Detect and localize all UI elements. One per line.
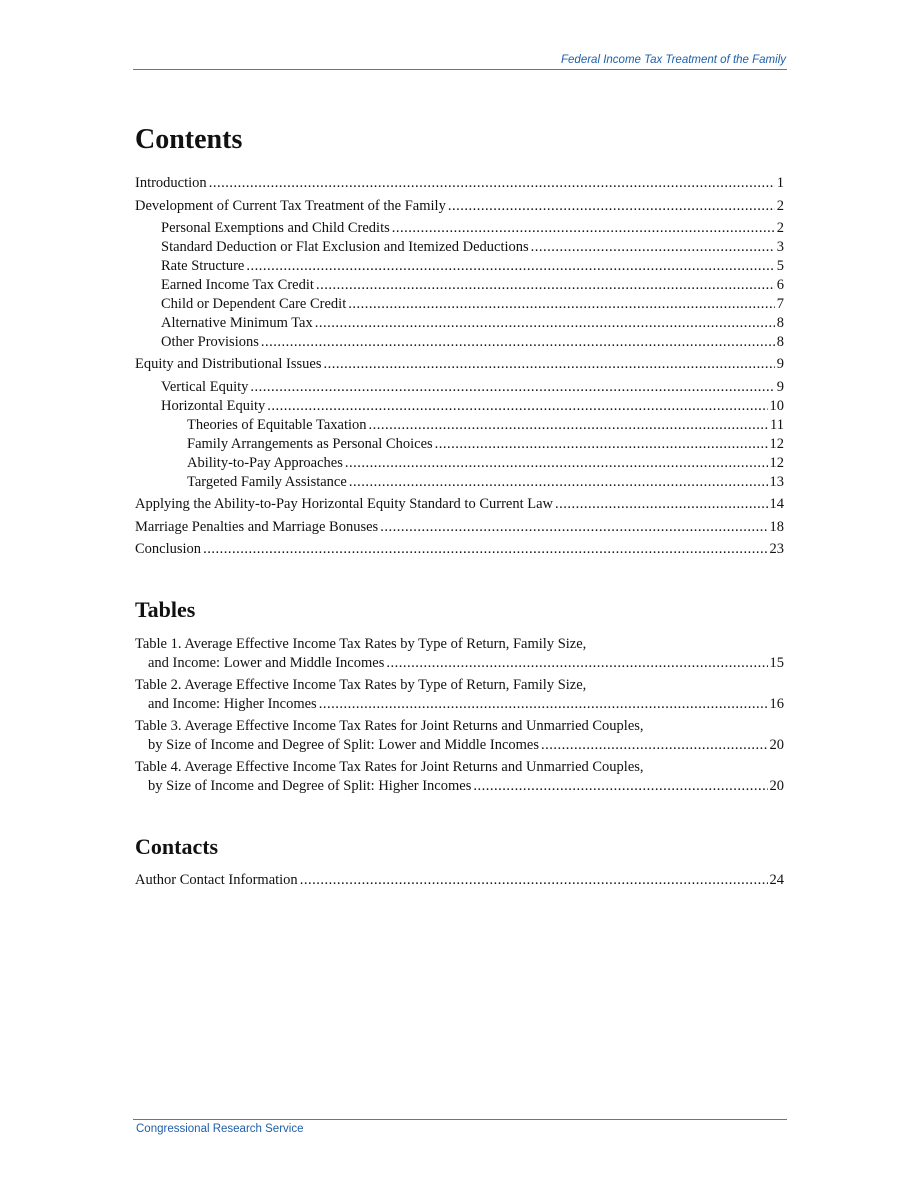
contacts-list	[135, 871, 784, 890]
contents-list-part	[135, 518, 784, 537]
contents-heading: Contents	[135, 124, 243, 155]
toc-entry-standard-deduction[interactable]: Standard Deduction or Flat Exclusion and Itemized Deductions ..... 3	[135, 238, 784, 257]
toc-entry-vertical-equity[interactable]: Vertical Equity ..... 9	[135, 378, 784, 397]
header-rule	[133, 69, 787, 70]
toc-entry-eitc[interactable]: Earned Income Tax Credit ..... 6	[135, 276, 784, 295]
toc-entry-ability-to-pay[interactable]: Ability-to-Pay Approaches ..... 12	[135, 454, 784, 473]
table-entry-3[interactable]	[135, 717, 784, 755]
table-entry-line1: Table 4. Average Effective Income Tax Rates for Joint Returns and Unmarried Couples,	[135, 759, 644, 775]
toc-entry-targeted-assistance[interactable]: Targeted Family Assistance ..... 13	[135, 473, 784, 492]
running-header: Federal Income Tax Treatment of the Family	[561, 54, 786, 66]
table-entry-line2: and Income: Lower and Middle Incomes ..... 15	[135, 654, 784, 673]
tables-heading: Tables	[135, 597, 196, 622]
footer-organization: Congressional Research Service	[136, 1123, 304, 1135]
table-entry-4[interactable]	[135, 758, 784, 796]
table-entry-2[interactable]	[135, 676, 784, 714]
footer-rule	[133, 1119, 787, 1120]
toc-entry-theories[interactable]: Theories of Equitable Taxation ..... 11	[135, 416, 784, 435]
tables-list	[135, 635, 784, 796]
toc-entry-author-contact[interactable]: Author Contact Information ..... 24	[135, 871, 784, 890]
toc-entry-personal-exemptions[interactable]: Personal Exemptions and Child Credits ..... 2	[135, 219, 784, 238]
toc-entry-development[interactable]: Development of Current Tax Treatment of the Family ..... 2	[135, 197, 784, 216]
toc-entry-rate-structure[interactable]: Rate Structure ..... 5	[135, 257, 784, 276]
contents-list-part	[135, 540, 784, 559]
table-entry-line2: and Income: Higher Incomes ..... 16	[135, 695, 784, 714]
table-entry-line2: by Size of Income and Degree of Split: Lower and Middle Incomes ..... 20	[135, 736, 784, 755]
table-entry-line1: Table 2. Average Effective Income Tax Rates by Type of Return, Family Size,	[135, 677, 587, 693]
contents-list-part	[135, 355, 784, 374]
table-entry-1[interactable]	[135, 635, 784, 673]
toc-entry-conclusion[interactable]: Conclusion ..... 23	[135, 540, 784, 559]
toc-entry-dependent-care[interactable]: Child or Dependent Care Credit ..... 7	[135, 295, 784, 314]
toc-entry-amt[interactable]: Alternative Minimum Tax ..... 8	[135, 314, 784, 333]
toc-entry-family-arrangements[interactable]: Family Arrangements as Personal Choices ..... 12	[135, 435, 784, 454]
contents-list-part	[135, 495, 784, 514]
table-entry-line2: by Size of Income and Degree of Split: Higher Incomes ..... 20	[135, 777, 784, 796]
contacts-heading: Contacts	[135, 834, 219, 859]
toc-entry-other-provisions[interactable]: Other Provisions ..... 8	[135, 333, 784, 352]
toc-entry-introduction[interactable]: Introduction ..... 1	[135, 174, 784, 193]
contents-list	[135, 174, 784, 193]
contents-list-part	[135, 197, 784, 216]
table-entry-line1: Table 1. Average Effective Income Tax Rates by Type of Return, Family Size,	[135, 636, 587, 652]
toc-entry-horizontal-equity[interactable]: Horizontal Equity ..... 10	[135, 397, 784, 416]
contents-list-part	[135, 219, 784, 352]
contents-list-part	[135, 378, 784, 492]
toc-entry-equity[interactable]: Equity and Distributional Issues ..... 9	[135, 355, 784, 374]
toc-entry-marriage-penalties[interactable]: Marriage Penalties and Marriage Bonuses ..... 18	[135, 518, 784, 537]
toc-entry-applying-standard[interactable]: Applying the Ability-to-Pay Horizontal Equity Standard to Current Law ..... 14	[135, 495, 784, 514]
table-entry-line1: Table 3. Average Effective Income Tax Rates for Joint Returns and Unmarried Couples,	[135, 718, 644, 734]
